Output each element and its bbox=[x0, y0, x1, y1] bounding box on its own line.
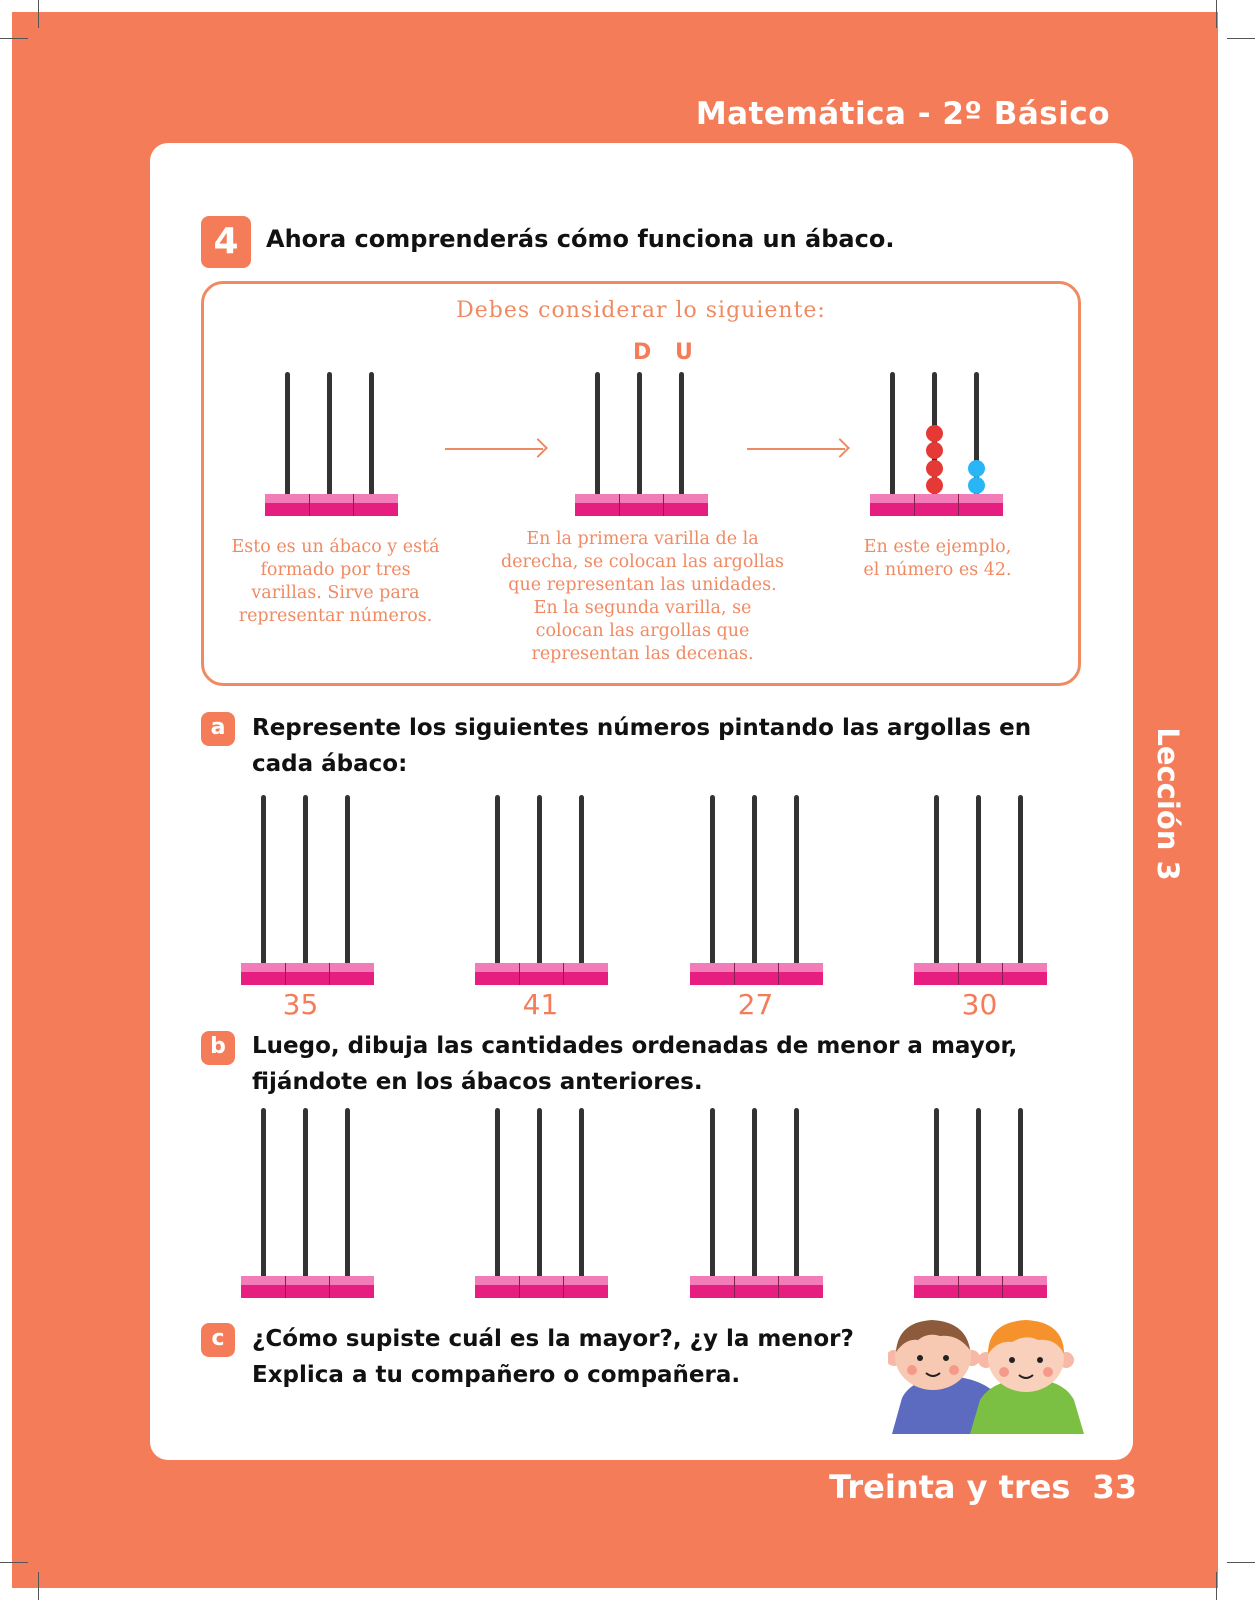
abacus-rod bbox=[794, 1108, 799, 1276]
abacus-bead bbox=[968, 460, 985, 477]
abacus-base bbox=[575, 494, 708, 516]
crop-mark bbox=[0, 38, 28, 39]
abacus-base bbox=[475, 1276, 608, 1298]
abacus-rod bbox=[710, 1108, 715, 1276]
crop-mark bbox=[1227, 38, 1255, 39]
arrow-icon bbox=[747, 448, 845, 450]
abacus-b-2[interactable] bbox=[475, 1108, 608, 1298]
caption-abacus: Esto es un ábaco y está formado por tres varillas. Sirve para representar números. bbox=[231, 537, 440, 626]
part-c-badge: c bbox=[201, 1323, 235, 1357]
abacus-rod bbox=[710, 795, 715, 963]
abacus-a-4[interactable] bbox=[914, 795, 1047, 985]
caption-place-value: En la primera varilla de la derecha, se colocan las argollas que representan las unidades. En la segunda varilla, se colocan las argollas que representan las decenas. bbox=[500, 529, 785, 664]
abacus-rod bbox=[495, 1108, 500, 1276]
abacus-rod bbox=[303, 1108, 308, 1276]
abacus-base bbox=[475, 963, 608, 985]
children-illustration bbox=[888, 1318, 1086, 1436]
abacus-rod bbox=[934, 1108, 939, 1276]
crop-mark bbox=[1227, 1562, 1255, 1563]
abacus-bead bbox=[926, 442, 943, 459]
activity-number-badge: 4 bbox=[201, 216, 251, 268]
abacus-rod bbox=[890, 372, 895, 494]
abacus-base bbox=[690, 1276, 823, 1298]
abacus-rod bbox=[752, 1108, 757, 1276]
abacus-rod bbox=[537, 1108, 542, 1276]
abacus-bead bbox=[968, 477, 985, 494]
abacus-rod bbox=[976, 1108, 981, 1276]
units-label: U bbox=[675, 340, 693, 365]
abacus-rod bbox=[345, 795, 350, 963]
abacus-rod bbox=[679, 372, 684, 494]
boy-right bbox=[970, 1320, 1084, 1434]
arrow-icon bbox=[445, 448, 543, 450]
activity-title: Ahora comprenderás cómo funciona un ábaco. bbox=[266, 225, 895, 253]
abacus-rod bbox=[345, 1108, 350, 1276]
abacus-rod bbox=[261, 1108, 266, 1276]
part-b-badge: b bbox=[201, 1031, 235, 1065]
abacus-rod bbox=[934, 795, 939, 963]
crop-mark bbox=[38, 0, 39, 28]
number-label: 41 bbox=[522, 988, 559, 1021]
example-abacus-labeled bbox=[575, 372, 708, 516]
abacus-rod bbox=[369, 372, 374, 494]
abacus-rod bbox=[752, 795, 757, 963]
page-number: 33 bbox=[1092, 1468, 1137, 1506]
abacus-base bbox=[690, 963, 823, 985]
abacus-rod bbox=[285, 372, 290, 494]
number-label: 30 bbox=[961, 988, 998, 1021]
abacus-rod bbox=[976, 795, 981, 963]
footer-text: Treinta y tres bbox=[829, 1468, 1071, 1506]
abacus-a-2[interactable] bbox=[475, 795, 608, 985]
abacus-b-4[interactable] bbox=[914, 1108, 1047, 1298]
part-c-instruction: Explica a tu compañero o compañera. bbox=[252, 1362, 741, 1388]
abacus-b-3[interactable] bbox=[690, 1108, 823, 1298]
tens-label: D bbox=[633, 340, 652, 365]
abacus-base bbox=[914, 1276, 1047, 1298]
abacus-rod bbox=[1018, 795, 1023, 963]
number-label: 35 bbox=[282, 988, 319, 1021]
abacus-base bbox=[914, 963, 1047, 985]
abacus-rod bbox=[595, 372, 600, 494]
page-footer bbox=[829, 1468, 1137, 1506]
abacus-base bbox=[870, 494, 1003, 516]
abacus-bead bbox=[926, 460, 943, 477]
abacus-a-1[interactable] bbox=[241, 795, 374, 985]
info-box-title: Debes considerar lo siguiente: bbox=[456, 298, 826, 323]
example-abacus-empty bbox=[265, 372, 398, 516]
crop-mark bbox=[1216, 0, 1217, 28]
abacus-base bbox=[265, 494, 398, 516]
part-a-instruction: Represente los siguientes números pintando las argollas en cada ábaco: bbox=[252, 715, 1032, 777]
caption-example: En este ejemplo, el número es 42. bbox=[863, 537, 1012, 580]
abacus-rod bbox=[579, 1108, 584, 1276]
abacus-rod bbox=[637, 372, 642, 494]
abacus-base bbox=[241, 963, 374, 985]
abacus-a-3[interactable] bbox=[690, 795, 823, 985]
abacus-rod bbox=[1018, 1108, 1023, 1276]
abacus-rod bbox=[495, 795, 500, 963]
abacus-rod bbox=[261, 795, 266, 963]
abacus-b-1[interactable] bbox=[241, 1108, 374, 1298]
abacus-rod bbox=[327, 372, 332, 494]
lesson-label-text: Lección 3 bbox=[1151, 727, 1185, 881]
number-label: 27 bbox=[737, 988, 774, 1021]
crop-mark bbox=[38, 1572, 39, 1600]
abacus-rod bbox=[794, 795, 799, 963]
abacus-bead bbox=[926, 477, 943, 494]
part-a-badge: a bbox=[201, 712, 235, 746]
crop-mark bbox=[0, 1562, 28, 1563]
example-abacus-42 bbox=[870, 372, 1003, 516]
crop-mark bbox=[1216, 1572, 1217, 1600]
lesson-side-label bbox=[1138, 724, 1198, 884]
abacus-rod bbox=[537, 795, 542, 963]
abacus-rod bbox=[303, 795, 308, 963]
abacus-bead bbox=[926, 425, 943, 442]
part-c-question: ¿Cómo supiste cuál es la mayor?, ¿y la menor? bbox=[252, 1326, 854, 1352]
abacus-base bbox=[241, 1276, 374, 1298]
abacus-rod bbox=[579, 795, 584, 963]
page-header-title: Matemática - 2º Básico bbox=[695, 96, 1110, 132]
part-b-instruction: Luego, dibuja las cantidades ordenadas de menor a mayor, fijándote en los ábacos anteriores. bbox=[252, 1033, 1018, 1095]
